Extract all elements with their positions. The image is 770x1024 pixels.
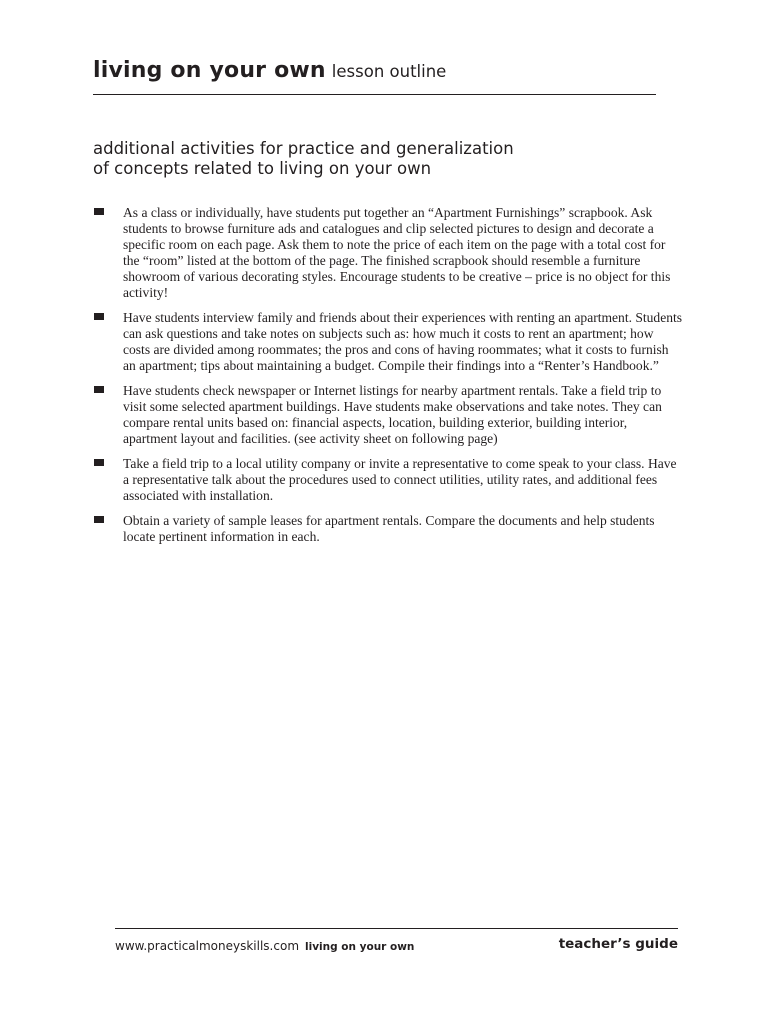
square-bullet-icon (94, 386, 104, 393)
list-item (93, 456, 683, 504)
list-item-text: Take a field trip to a local utility company or invite a representative to come speak to your class. Have a representative talk about the procedures used to connect utilities, utility rates, and additional fees associated with installation. (123, 456, 677, 503)
header-subtitle: lesson outline (331, 62, 447, 81)
page-header (93, 58, 656, 95)
list-item (93, 205, 683, 301)
section-heading-line-1: additional activities for practice and generalization (93, 139, 514, 158)
footer-topic: living on your own (305, 941, 415, 953)
list-item (93, 513, 683, 545)
square-bullet-icon (94, 208, 104, 215)
square-bullet-icon (94, 516, 104, 523)
activity-list (93, 205, 683, 554)
list-item-text: Have students check newspaper or Internet listings for nearby apartment rentals. Take a field trip to visit some selected apartment buildings. Have students make observations and take notes. They can compare rental units based on: financial aspects, location, building exterior, building interior, apartment layout and facilities. (see activity sheet on following page) (123, 383, 662, 446)
square-bullet-icon (94, 459, 104, 466)
section-heading (93, 139, 693, 179)
page-footer (115, 928, 678, 957)
footer-guide-label: teacher’s guide (558, 936, 678, 952)
footer-url: www.practicalmoneyskills.com (115, 939, 300, 953)
footer-left (115, 937, 414, 955)
header-title: living on your own (93, 58, 326, 83)
list-item (93, 383, 683, 447)
list-item-text: Obtain a variety of sample leases for apartment rentals. Compare the documents and help students locate pertinent information in each. (123, 513, 655, 544)
square-bullet-icon (94, 313, 104, 320)
list-item-text: As a class or individually, have students put together an “Apartment Furnishings” scrapbook. Ask students to browse furniture ads and catalogues and clip selected pictures to design and decorate a specific room on each page. Ask them to note the price of each item on the page with a total cost for the “room” listed at the bottom of the page. The finished scrapbook should resemble a furniture showroom of various decorating styles. Encourage students to be creative – price is no object for this activity! (123, 205, 671, 300)
list-item (93, 310, 683, 374)
list-item-text: Have students interview family and friends about their experiences with renting an apartment. Students can ask questions and take notes on subjects such as: how much it costs to rent an apartment; how costs are divided among roommates; the pros and cons of having roommates; what it costs to furnish an apartment; tips about maintaining a budget. Compile their findings into a “Renter’s Handbook.” (123, 310, 683, 373)
section-heading-line-2: of concepts related to living on your own (93, 159, 432, 178)
